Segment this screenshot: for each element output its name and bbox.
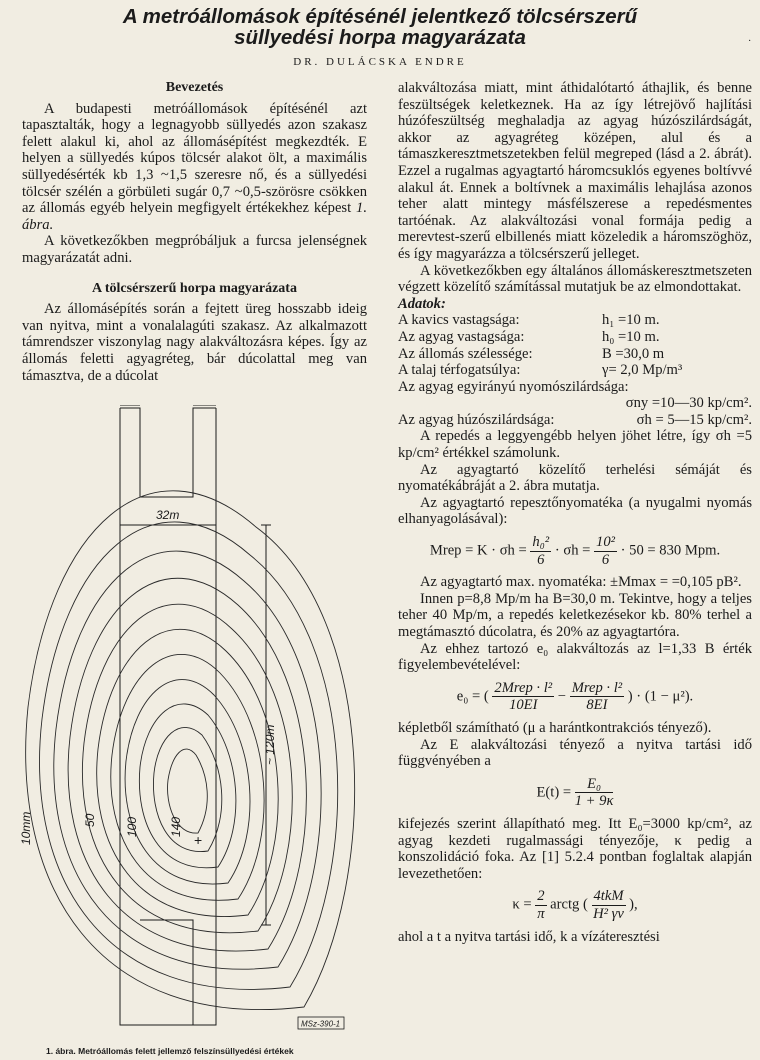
page-mark: · bbox=[748, 36, 752, 47]
equation-consolidation bbox=[398, 888, 752, 922]
right-paragraph-6: Az agyagtartó max. nyomatéka: ±Mmax = =0,105 pB². bbox=[420, 574, 742, 591]
eq-numerator: 10² bbox=[596, 534, 616, 551]
right-paragraph-8: Az ehhez tartozó e₀ alakváltozás az l=1,33 B érték figyelembevételével: bbox=[398, 640, 752, 674]
right-paragraph-5: Az agyagtartó repesztőnyomatéka (a nyugalmi nyomás elhanyagolásával): bbox=[398, 494, 752, 528]
data-label-compressive: Az agyag egyirányú nyomószilárdsága: bbox=[398, 378, 629, 395]
eq-fraction bbox=[492, 680, 554, 714]
left-column bbox=[22, 80, 367, 384]
eq-denominator: 6 bbox=[601, 551, 610, 568]
right-paragraph-3: A repedés a leggyengébb helyen jöhet létre, így σh =5 kp/cm² értékkel számolunk. bbox=[398, 428, 752, 462]
eq-part: κ = bbox=[512, 896, 532, 913]
eq-part: · 50 = 830 Mpm. bbox=[620, 542, 721, 559]
eq-denominator: H² γv bbox=[593, 905, 624, 922]
right-column bbox=[398, 80, 752, 945]
contour-label-100: 100 bbox=[125, 816, 139, 837]
data-value: h₁ =10 m. bbox=[602, 312, 660, 329]
data-value: h₀ =10 m. bbox=[602, 328, 660, 345]
eq-denominator: 1 + 9κ bbox=[574, 793, 614, 810]
figure-caption: 1. ábra. Metróállomás felett jellemző felszínsüllyedési értékek bbox=[46, 1046, 294, 1056]
title-line-2: süllyedési horpa magyarázata bbox=[234, 26, 526, 49]
intro-text: A budapesti metróállomások építésénél azt tapasztalták, hogy a legnagyobb süllyedés azon szakasz felett alakul ki, ahol az állomásépítést megkezdték. E helyen a süllyedés kúpos tölcsér alakot ölt, a maximális süllyedésérték kb 1,3 ~1,5 szeresre nő, és a süllyedési tölcsér szélén a görbületi sugár 0,7 ~0,5-szörösre csökken az állomás egyéb helyein megfigyelt értékekhez képest bbox=[22, 100, 367, 217]
title-line-1: A metróállomások építésénél jelentkező tölcsérszerű bbox=[122, 5, 638, 28]
right-paragraph-9: képletből számítható (μ a harántkontrakciós tényező). bbox=[398, 719, 712, 736]
label-scale-10mm: 10mm bbox=[19, 811, 33, 845]
data-row-width bbox=[398, 346, 752, 363]
body-paragraph-1: Az állomásépítés során a fejtett üreg hosszabb ideig van nyitva, mint a vonalalagúti szakasz. Az alkalmazott támrendszer viszonylag nagy alakváltozásra képes. Így az állomás feletti agyagréteg, bár dúcolattal meg van támasztva, de a dúcolat bbox=[22, 301, 367, 384]
data-heading: Adatok: bbox=[398, 295, 446, 312]
data-row-unit-weight bbox=[398, 362, 752, 379]
eq-part: arctg ( bbox=[550, 896, 588, 913]
eq-fraction bbox=[575, 776, 614, 810]
eq-denominator: 6 bbox=[537, 551, 545, 568]
data-value: σh = 5—15 kp/cm². bbox=[636, 411, 752, 428]
equation-deformation bbox=[398, 680, 752, 714]
right-paragraph-10: Az E alakváltozási tényező a nyitva tartási idő függvényében a bbox=[398, 736, 752, 770]
right-paragraph-12: ahol a t a nyitva tartási idő, k a vízáteresztési bbox=[398, 928, 660, 945]
intro-paragraph-2: A következőkben megpróbáljuk a furcsa jelenségnek magyarázatát adni. bbox=[22, 233, 367, 266]
eq-part: Mrep = K · σh = bbox=[429, 542, 527, 559]
eq-part: − bbox=[557, 688, 567, 705]
figure-1 bbox=[8, 405, 378, 1035]
data-label: Az agyag húzószilárdsága: bbox=[398, 411, 555, 428]
equation-rupture-moment bbox=[398, 534, 752, 568]
eq-part: e₀ = ( bbox=[456, 688, 489, 705]
intro-paragraph-1 bbox=[22, 101, 367, 234]
eq-fraction bbox=[570, 680, 624, 714]
max-point-marker: + bbox=[194, 832, 203, 848]
right-paragraph-1: alakváltozása miatt, mint áthidalótartó áthajlik, és benne feszültségek keletkeznek. Ha az így létrejövő hajlítási húzófeszültség meghaladja az agyag húzószilárdságát, akkor az agyagréteg középen, alul és a támaszkeresztmetszetekben felül megreped (lásd a 2. ábrát). Ezzel a rugalmas agyagtartó háromcsuklós egyenes boltívvé alakul át. Ennek a boltívnek a maximális lehajlása azonos teher alatt mintegy másfélszerese a repedésmentes tartóénak. Az alakváltozási vonal formája pedig a merevtest-szerű elbillenés miatt közeledik a háromszöghöz, és így magyarázza a tölcsérszerű jelleget. bbox=[398, 80, 752, 262]
eq-numerator: 2 bbox=[537, 888, 545, 905]
eq-numerator: 4tkM bbox=[593, 888, 624, 905]
right-paragraph-11: kifejezés szerint állapítható meg. Itt E₀=3000 kp/cm², az agyag kezdeti rugalmassági tényezője, κ pedig a konszolidáció foka. Az [1] 5.2.4 pontban foglaltak alapján levezethetően: bbox=[398, 815, 752, 882]
data-row-gravel bbox=[398, 312, 752, 329]
eq-fraction bbox=[535, 888, 546, 922]
author: DR. DULÁCSKA ENDRE bbox=[293, 56, 467, 68]
right-paragraph-7: Innen p=8,8 Mp/m ha B=30,0 m. Tekintve, hogy a teljes teher 40 Mp/m, a repedés keletkezésekor kb. 80% terhel a megtámasztó dúcolatra, és 20% az agyagtartóra. bbox=[398, 590, 752, 640]
data-value-compressive: σny =10—30 kp/cm². bbox=[625, 395, 752, 412]
data-row-clay bbox=[398, 329, 752, 346]
data-label: A talaj térfogatsúlya: bbox=[398, 362, 521, 379]
right-paragraph-4: Az agyagtartó közelítő terhelési sémáját és nyomatékábráját a 2. ábra mutatja. bbox=[398, 461, 752, 495]
equation-modulus bbox=[398, 776, 752, 810]
label-width-32m: 32m bbox=[156, 508, 180, 522]
article-title bbox=[0, 6, 760, 48]
eq-denominator: 8EI bbox=[586, 697, 608, 714]
label-length-120m: ~ 120m bbox=[263, 724, 277, 765]
eq-numerator: Mrep · l² bbox=[571, 679, 623, 696]
right-paragraph-2: A következőkben egy általános állomáskeresztmetszeten végzett közelítő számítással mutatjuk be az elmondottakat. bbox=[398, 262, 752, 296]
eq-fraction bbox=[594, 534, 617, 568]
eq-part: · σh = bbox=[554, 542, 591, 559]
eq-part: E(t) = bbox=[536, 784, 572, 801]
contour-label-50: 50 bbox=[83, 813, 97, 827]
figure-reference: 1. ábra. bbox=[22, 200, 367, 233]
eq-numerator: h₀² bbox=[532, 534, 550, 551]
eq-fraction bbox=[530, 534, 551, 568]
data-value: B =30,0 m bbox=[602, 345, 665, 362]
data-label: Az agyag vastagsága: bbox=[398, 328, 525, 345]
settlement-contour-map bbox=[8, 405, 378, 1035]
station-outline bbox=[120, 408, 216, 1025]
station-inner-bottom bbox=[140, 920, 193, 1025]
eq-part: ) · (1 − μ²). bbox=[627, 688, 694, 705]
data-label: A kavics vastagsága: bbox=[398, 312, 520, 329]
stamp-box bbox=[298, 1017, 344, 1029]
contour-label-140: 140 bbox=[169, 816, 183, 837]
heading-introduction: Bevezetés bbox=[165, 80, 224, 95]
eq-denominator: π bbox=[537, 905, 545, 922]
eq-part: ), bbox=[629, 896, 638, 913]
eq-fraction bbox=[592, 888, 626, 922]
heading-explanation: A tölcsérszerű horpa magyarázata bbox=[92, 280, 297, 296]
stamp-text: MSz-390-1 bbox=[301, 1019, 341, 1029]
data-row-tensile bbox=[398, 412, 752, 429]
contour-lines bbox=[26, 491, 355, 1010]
data-label: Az állomás szélessége: bbox=[398, 345, 533, 362]
data-value: γ= 2,0 Mp/m³ bbox=[602, 362, 683, 379]
eq-numerator: E₀ bbox=[575, 776, 614, 794]
eq-numerator: 2Mrep · l² bbox=[494, 679, 553, 696]
eq-denominator: 10EI bbox=[509, 697, 538, 714]
